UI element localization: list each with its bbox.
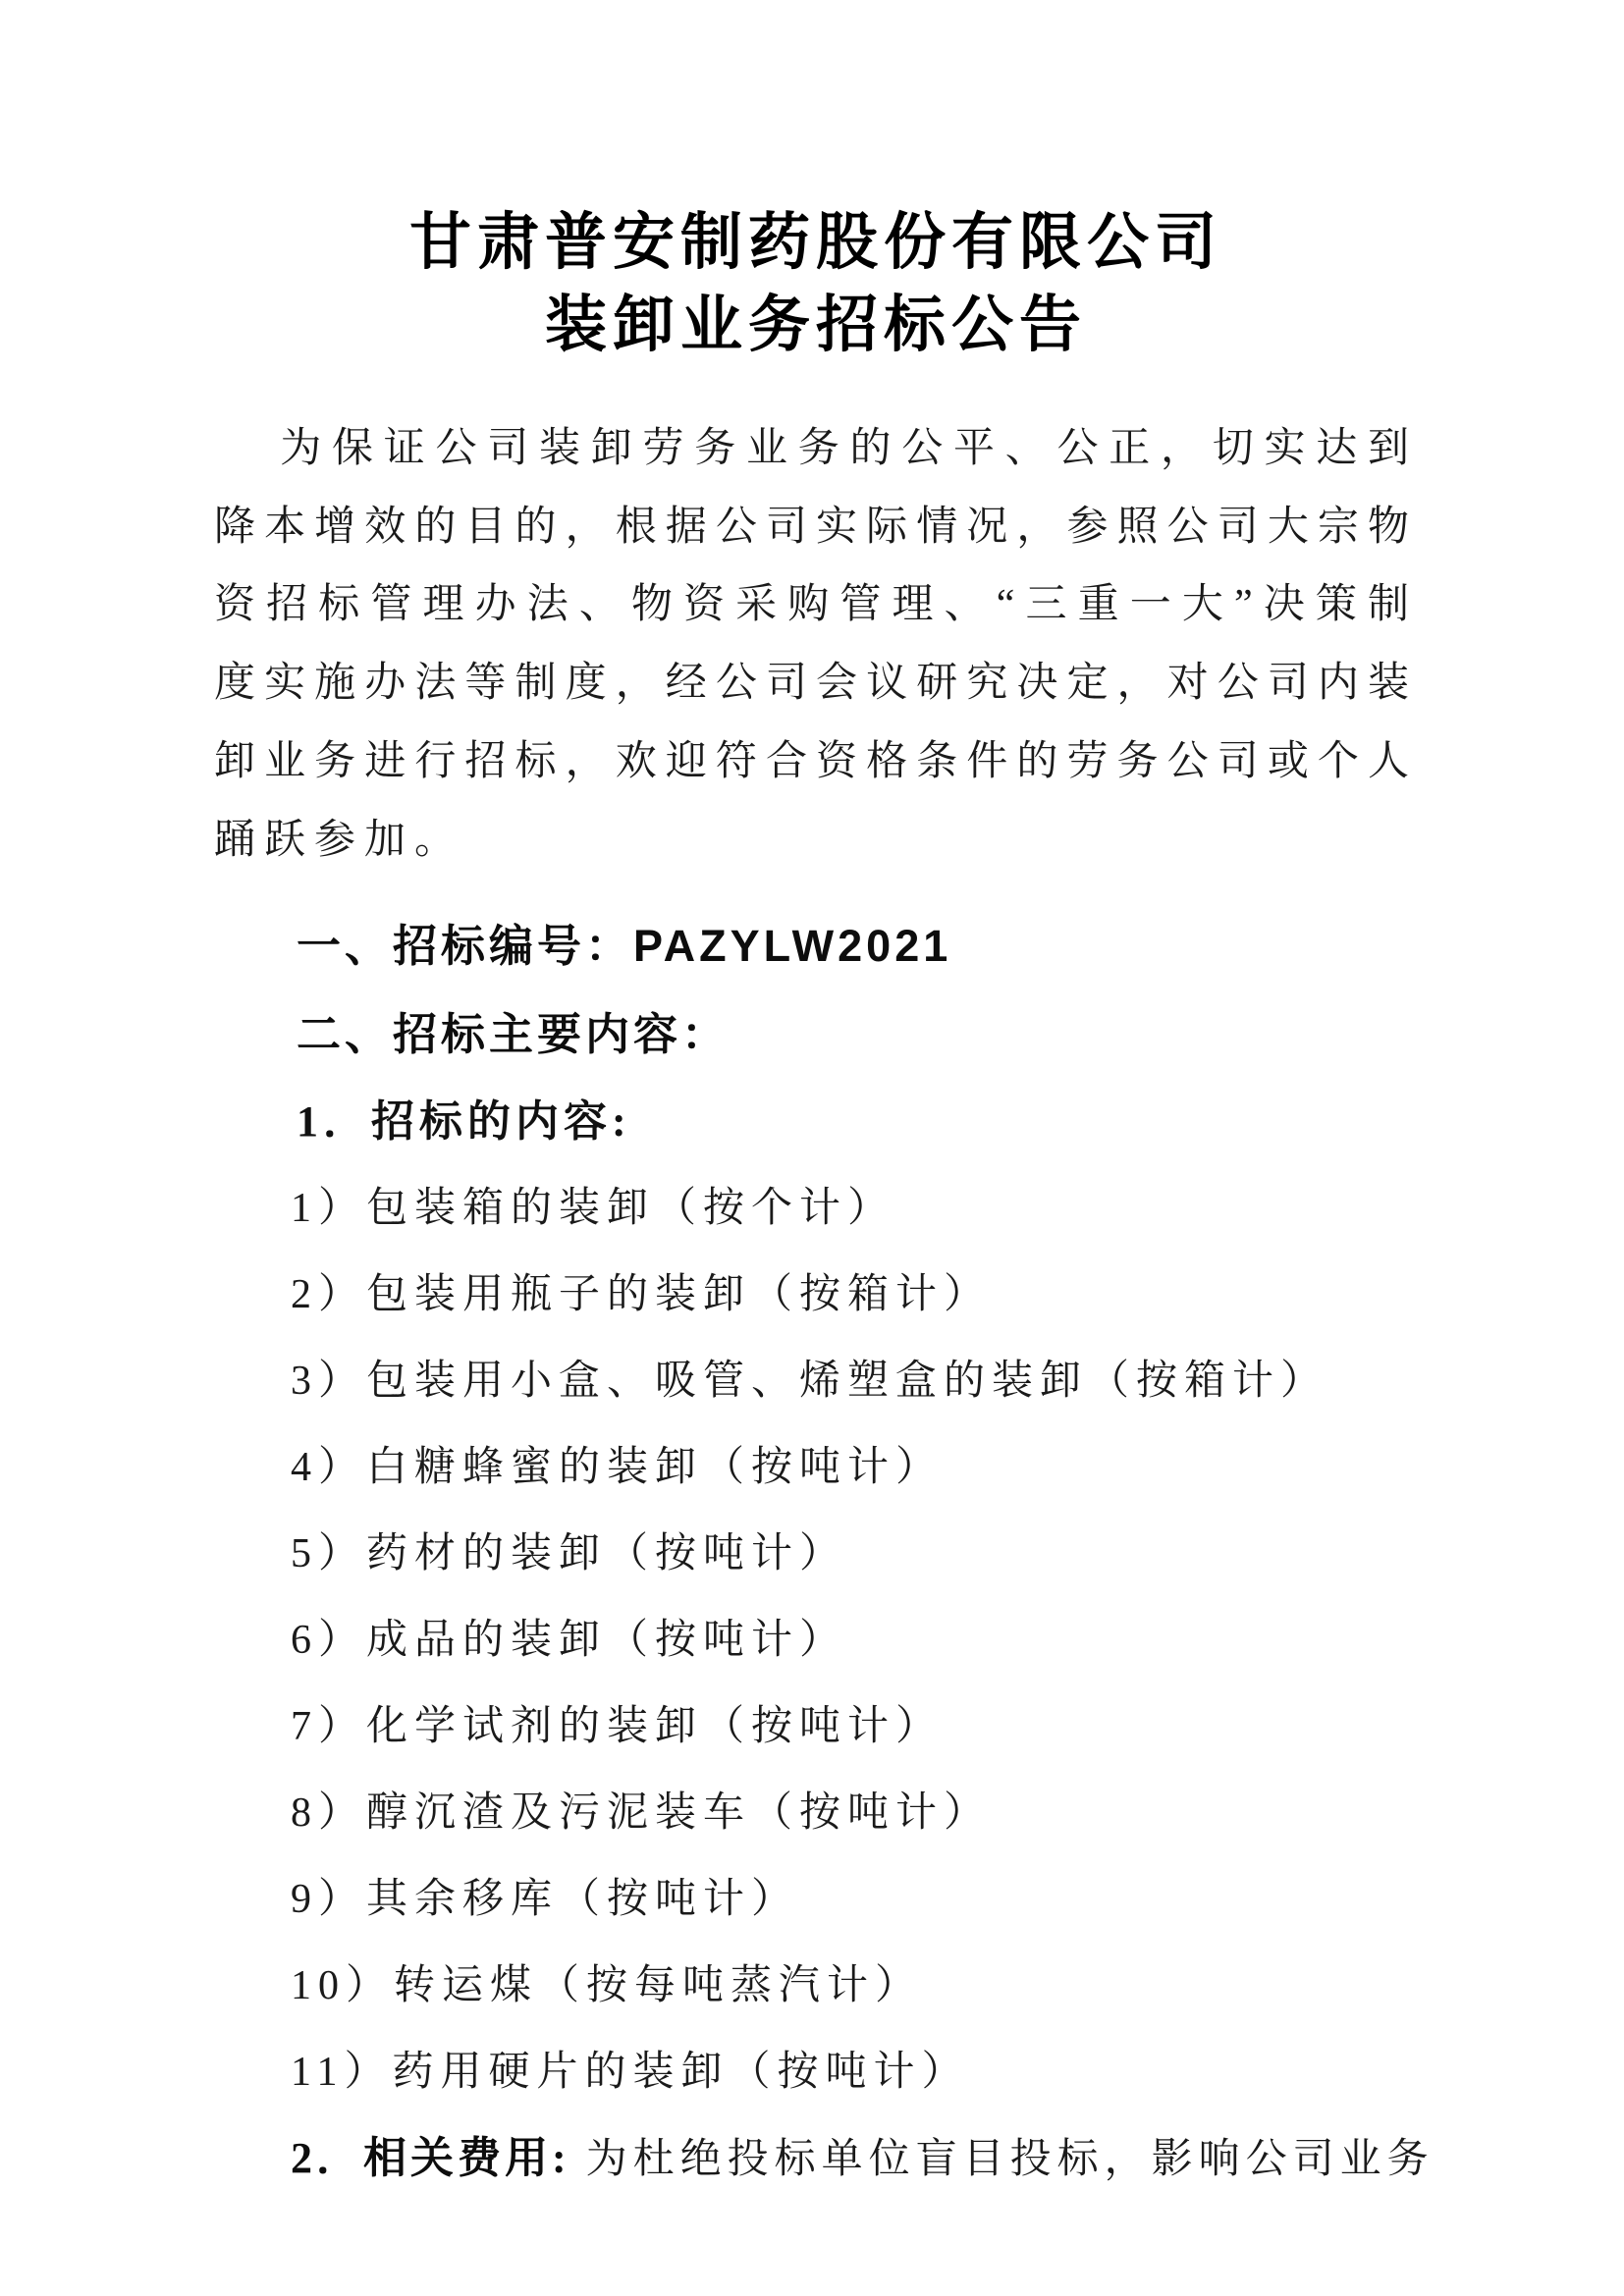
fees-paragraph — [291, 2115, 1435, 2212]
tender-item: 9）其余移库（按吨计） — [291, 1876, 800, 1922]
section-bid-number: 一、招标编号：PAZYLW2021 — [297, 920, 952, 971]
tender-item: 1）包装箱的装卸（按个计） — [291, 1185, 896, 1231]
tender-item: 11）药用硬片的装卸（按吨计） — [291, 2049, 970, 2095]
subsection-content-heading: 1．招标的内容: — [297, 1096, 631, 1146]
tender-item: 5）药材的装卸（按吨计） — [291, 1530, 848, 1576]
tender-item: 2）包装用瓶子的装卸（按箱计） — [291, 1271, 993, 1317]
tender-item: 8）醇沉渣及污泥装车（按吨计） — [291, 1789, 993, 1836]
fees-text: 为杜绝投标单位盲目投标，影响公司业务 — [585, 2136, 1435, 2182]
fees-heading: 2．相关费用: — [291, 2133, 570, 2182]
doc-title-line1: 甘肃普安制药股份有限公司 — [409, 208, 1222, 277]
tender-item: 4）白糖蜂蜜的装卸（按吨计） — [291, 1444, 945, 1490]
section-main-content: 二、招标主要内容： — [297, 1008, 731, 1059]
intro-paragraph: 为保证公司装卸劳务业务的公平、公正，切实达到降本增效的目的，根据公司实际情况，参照公司大宗物资招标管理办法、物资采购管理、“三重一大”决策制度实施办法等制度，经公司会议研究决定，对公司内装卸业务进行招标，欢迎符合资格条件的劳务公司或个人踊跃参加。 — [214, 425, 1418, 863]
doc-title-line2: 装卸业务招标公告 — [545, 291, 1087, 360]
tender-item: 7）化学试剂的装卸（按吨计） — [291, 1703, 945, 1749]
tender-item: 6）成品的装卸（按吨计） — [291, 1617, 848, 1663]
tender-item: 10）转运煤（按每吨蒸汽计） — [291, 1962, 924, 2008]
tender-item: 3）包装用小盒、吸管、烯塑盒的装卸（按箱计） — [291, 1358, 1329, 1404]
